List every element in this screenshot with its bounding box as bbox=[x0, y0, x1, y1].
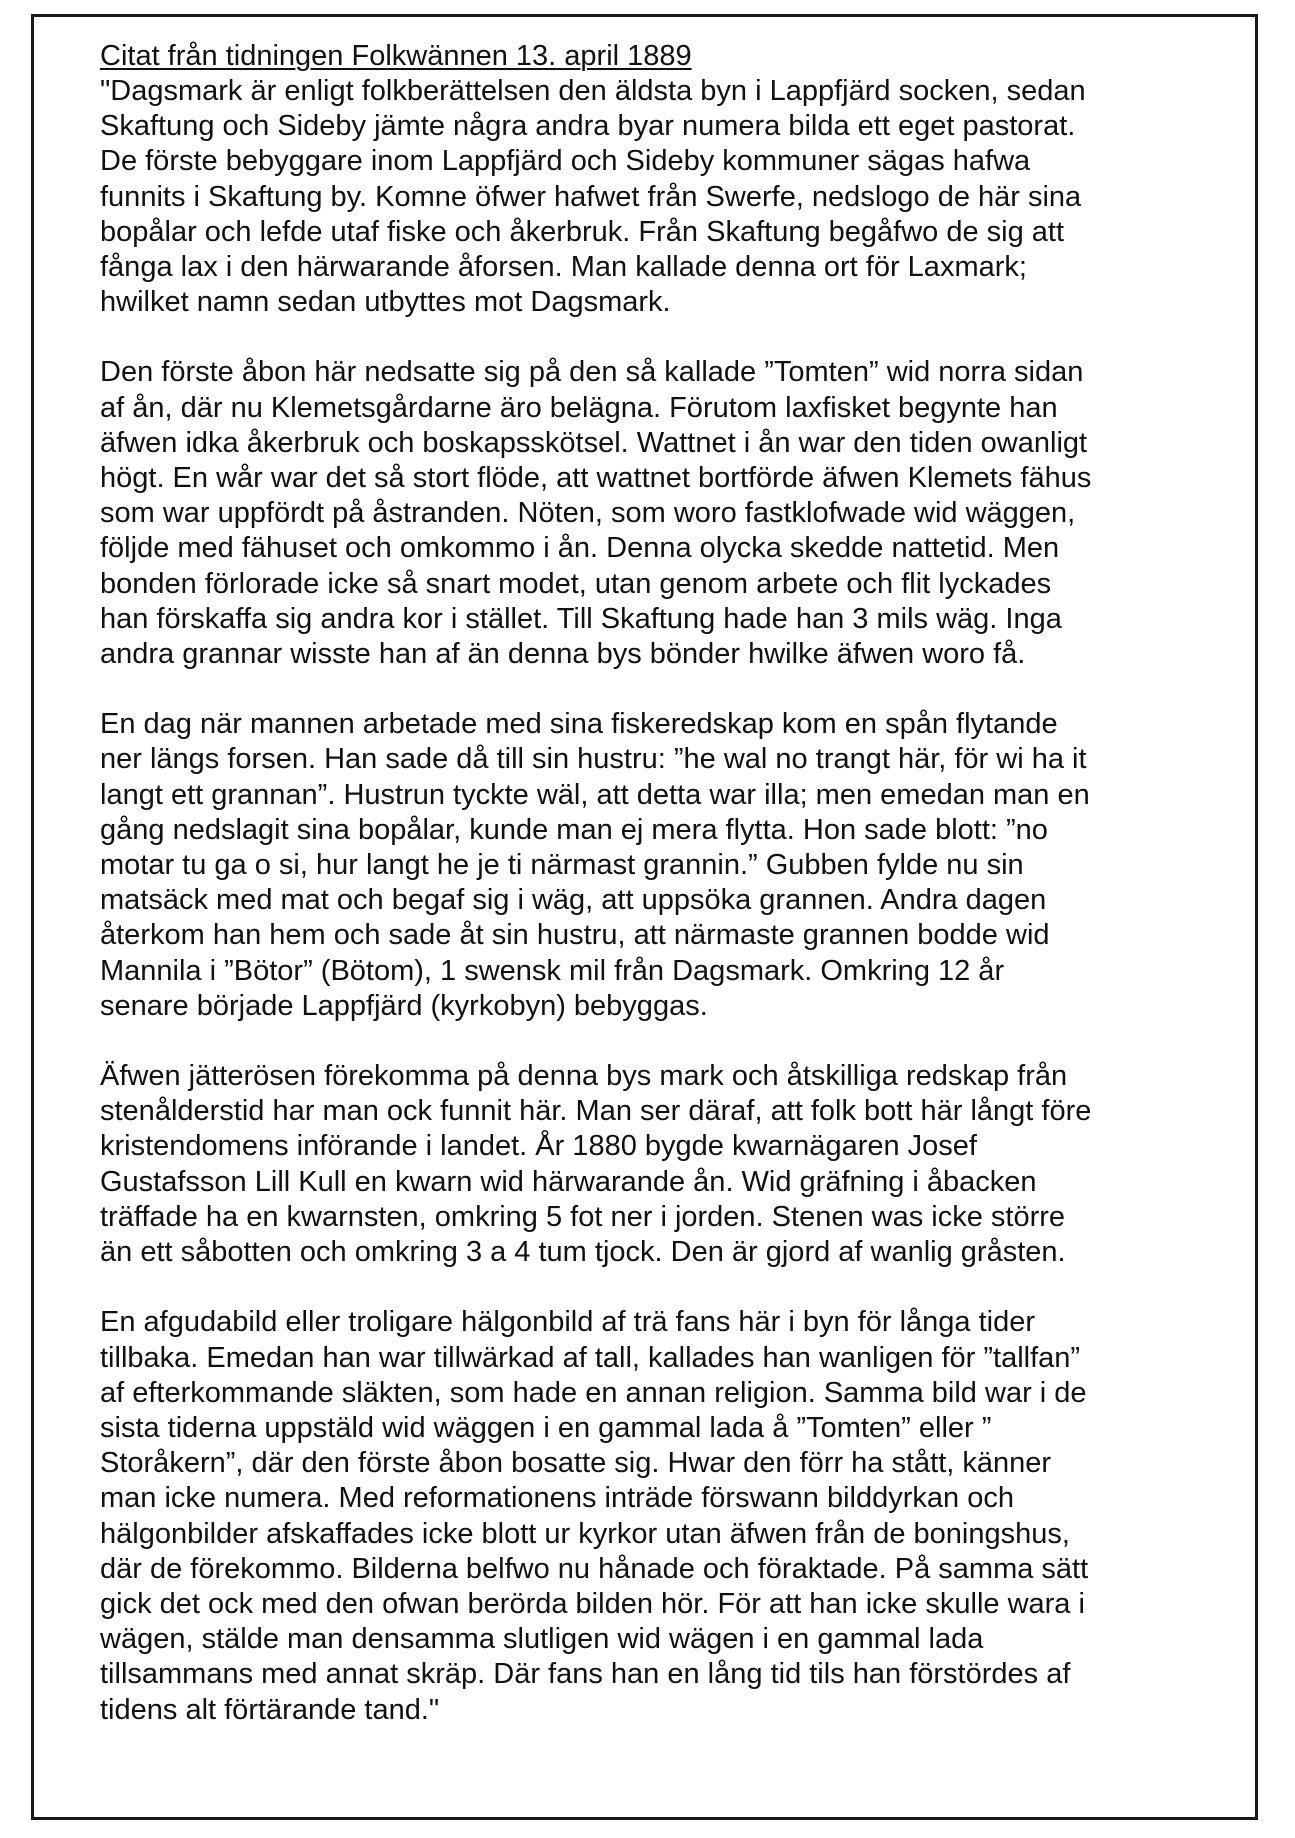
text-line: bonden förlorade icke så snart modet, utan genom arbete och flit lyckades bbox=[100, 567, 1052, 600]
text-line: följde med fähuset och omkommo i ån. Denna olycka skedde nattetid. Men bbox=[100, 532, 1060, 565]
text-line: sista tiderna uppstäld wid wäggen i en gammal lada å ”Tomten” eller ” bbox=[100, 1411, 992, 1444]
document-heading: Citat från tidningen Folkwännen 13. april 1889 bbox=[100, 40, 692, 72]
text-line: Mannila i ”Bötor” (Bötom), 1 swensk mil från Dagsmark. Omkring 12 år bbox=[100, 954, 1005, 987]
paragraph-gap bbox=[100, 672, 1270, 707]
text-line: han förskaffa sig andra kor i stället. Till Skaftung hade han 3 mils wäg. Inga bbox=[100, 602, 1062, 635]
text-line: Äfwen jätterösen förekomma på denna bys mark och åtskilliga redskap från bbox=[100, 1060, 1068, 1093]
text-line: kristendomens införande i landet. År 1880 bygde kwarnägaren Josef bbox=[100, 1130, 977, 1163]
text-line: senare började Lappfjärd (kyrkobyn) bebyggas. bbox=[100, 989, 708, 1022]
text-line: som war uppfördt på åstranden. Nöten, som woro fastklofwade wid wäggen, bbox=[100, 497, 1076, 530]
text-line: man icke numera. Med reformationens inträde förswann bilddyrkan och bbox=[100, 1482, 1014, 1515]
paragraph bbox=[100, 707, 1270, 1024]
text-line: bopålar och lefde utaf fiske och åkerbruk. Från Skaftung begåfwo de sig att bbox=[100, 215, 1065, 248]
page-border bbox=[31, 14, 1258, 1820]
text-line: äfwen idka åkerbruk och boskapsskötsel. Wattnet i ån war den tiden owanligt bbox=[100, 426, 1088, 459]
text-line: tillsammans med annat skräp. Där fans han en lång tid tils han förstördes af bbox=[100, 1658, 1071, 1691]
text-line: träffade ha en kwarnsten, omkring 5 fot ner i jorden. Stenen was icke större bbox=[100, 1200, 1066, 1233]
text-line: langt ett grannan”. Hustrun tyckte wäl, att detta war illa; men emedan man en bbox=[100, 778, 1090, 811]
text-line: "Dagsmark är enligt folkberättelsen den äldsta byn i Lappfjärd socken, sedan bbox=[100, 75, 1086, 107]
paragraph bbox=[100, 1059, 1270, 1270]
text-line: af ån, där nu Klemetsgårdarne äro belägna. Förutom laxfisket begynte han bbox=[100, 391, 1058, 424]
text-line: matsäck med mat och begaf sig i wäg, att uppsöka grannen. Andra dagen bbox=[100, 884, 1047, 917]
text-line: En dag när mannen arbetade med sina fiskeredskap kom en spån flytande bbox=[100, 708, 1058, 741]
text-line: ner längs forsen. Han sade då till sin hustru: ”he wal no trangt här, för wi ha it bbox=[100, 743, 1087, 776]
text-line: motar tu ga o si, hur langt he je ti närmast grannin.” Gubben fylde nu sin bbox=[100, 849, 1024, 882]
text-line: än ett såbotten och omkring 3 a 4 tum tjock. Den är gjord af wanlig gråsten. bbox=[100, 1236, 1066, 1269]
text-line: De förste bebyggare inom Lappfjärd och Sideby kommuner sägas hafwa bbox=[100, 145, 1031, 178]
text-line: andra grannar wisste han af än denna bys bönder hwilke äfwen woro få. bbox=[100, 638, 1026, 671]
text-line: stenålderstid har man ock funnit här. Man ser däraf, att folk bott här långt före bbox=[100, 1095, 1092, 1128]
paragraph-container bbox=[100, 74, 1270, 1728]
text-line: tillbaka. Emedan han war tillwärkad af tall, kallades han wanligen för ”tallfan” bbox=[100, 1341, 1081, 1374]
text-line: hälgonbilder afskaffades icke blott ur kyrkor utan äfwen från de boningshus, bbox=[100, 1517, 1070, 1550]
text-line: återkom han hem och sade åt sin hustru, att närmaste grannen bodde wid bbox=[100, 919, 1050, 952]
document-body bbox=[100, 39, 1270, 1728]
text-line: Den förste åbon här nedsatte sig på den så kallade ”Tomten” wid norra sidan bbox=[100, 356, 1084, 389]
paragraph-gap bbox=[100, 1024, 1270, 1059]
text-line: wägen, stälde man densamma slutligen wid wägen i en gammal lada bbox=[100, 1623, 984, 1656]
text-line: En afgudabild eller troligare hälgonbild af trä fans här i byn för långa tider bbox=[100, 1306, 1036, 1339]
text-line: Skaftung och Sideby jämte några andra byar numera bilda ett eget pastorat. bbox=[100, 110, 1076, 143]
text-line: fånga lax i den härwarande åforsen. Man kallade denna ort för Laxmark; bbox=[100, 251, 1027, 284]
text-line: af efterkommande släkten, som hade en annan religion. Samma bild war i de bbox=[100, 1376, 1087, 1409]
paragraph bbox=[100, 1305, 1270, 1727]
paragraph bbox=[100, 74, 1270, 320]
text-line: hwilket namn sedan utbyttes mot Dagsmark. bbox=[100, 286, 671, 319]
paragraph bbox=[100, 355, 1270, 672]
text-line: där de förekommo. Bilderna belfwo nu hånade och föraktade. På samma sätt bbox=[100, 1552, 1089, 1585]
paragraph-gap bbox=[100, 320, 1270, 355]
text-line: gick det ock med den ofwan berörda bilden hör. För att han icke skulle wara i bbox=[100, 1587, 1085, 1620]
text-line: Storåkern”, där den förste åbon bosatte sig. Hwar den förr ha stått, känner bbox=[100, 1447, 1052, 1480]
text-line: Gustafsson Lill Kull en kwarn wid härwarande ån. Wid gräfning i åbacken bbox=[100, 1165, 1037, 1198]
text-line: gång nedslagit sina bopålar, kunde man ej mera flytta. Hon sade blott: ”no bbox=[100, 813, 1048, 846]
text-line: tidens alt förtärande tand." bbox=[100, 1693, 440, 1726]
paragraph-gap bbox=[100, 1270, 1270, 1305]
text-line: högt. En wår war det så stort flöde, att wattnet bortförde äfwen Klemets fähus bbox=[100, 462, 1092, 495]
text-line: funnits i Skaftung by. Komne öfwer hafwet från Swerfe, nedslogo de här sina bbox=[100, 180, 1082, 213]
